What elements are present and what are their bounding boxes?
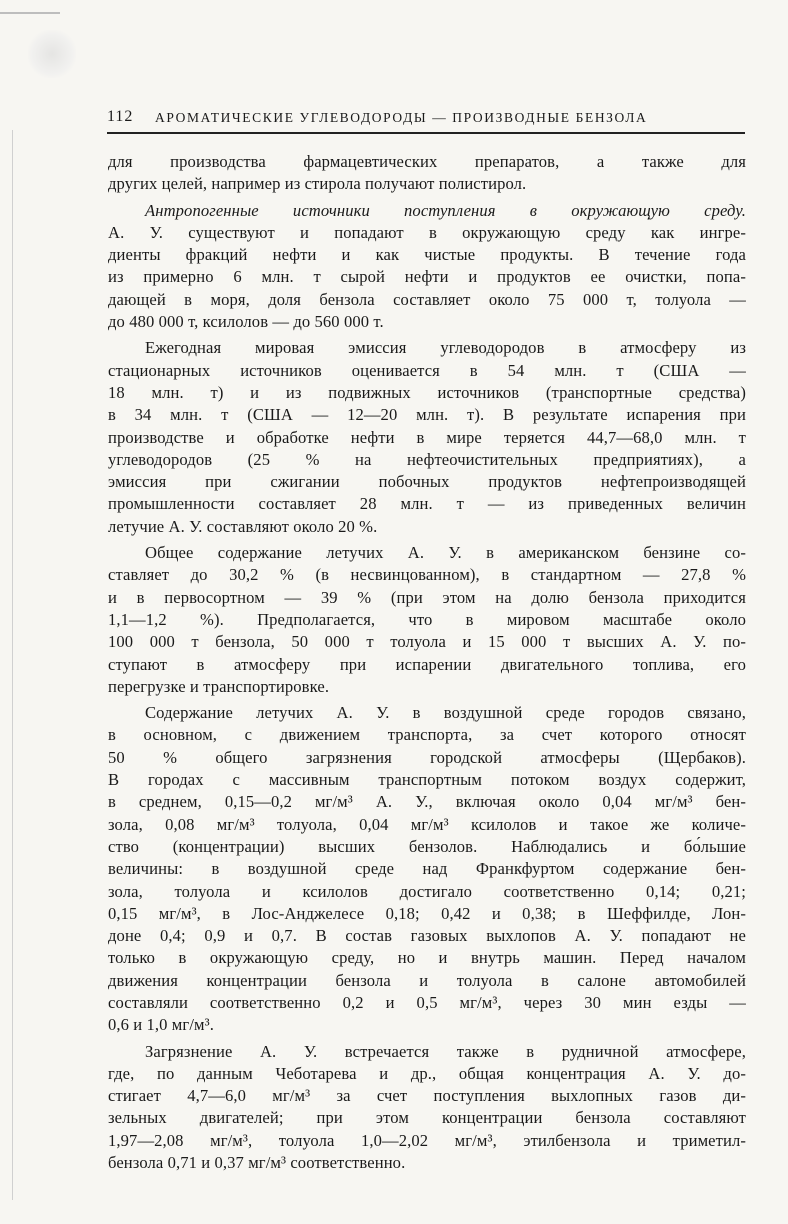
section-heading-line: Антропогенные источники поступления в окружающую среду. bbox=[145, 200, 746, 220]
page-number: 112 bbox=[107, 108, 134, 125]
scan-artifact-line bbox=[0, 12, 60, 14]
text-line: 1,97—2,08 мг/м³, толуола 1,0—2,02 мг/м³, этилбензола и триметил- bbox=[108, 1130, 746, 1150]
text-line: 18 млн. т) и из подвижных источников (транспортные средства) bbox=[108, 382, 746, 402]
paragraph bbox=[108, 151, 746, 196]
text-line: только в окружающую среду, но и внутрь машин. Перед началом bbox=[108, 948, 746, 968]
running-head: АРОМАТИЧЕСКИЕ УГЛЕВОДОРОДЫ — ПРОИЗВОДНЫЕ БЕНЗОЛА bbox=[155, 110, 648, 125]
text-line: других целей, например из стирола получают полистирол. bbox=[108, 174, 527, 194]
paragraph bbox=[108, 542, 746, 698]
text-line: 50 % общего загрязнения городской атмосферы (Щербаков). bbox=[108, 747, 746, 767]
text-line: Содержание летучих А. У. в воздушной среде городов связано, bbox=[145, 703, 746, 723]
text-line: 1,1—1,2 %). Предполагается, что в мировом масштабе около bbox=[108, 609, 746, 629]
text-line: зола, 0,08 мг/м³ толуола, 0,04 мг/м³ ксилолов и такое же количе- bbox=[108, 814, 746, 834]
text-line: летучие А. У. составляют около 20 %. bbox=[108, 516, 378, 536]
text-line: Ежегодная мировая эмиссия углеводородов в атмосферу из bbox=[145, 338, 746, 358]
text-line: и в первосортном — 39 % (при этом на долю бензола приходится bbox=[108, 587, 746, 607]
text-line: в среднем, 0,15—0,2 мг/м³ А. У., включая около 0,04 мг/м³ бен- bbox=[108, 792, 746, 812]
text-line: в 34 млн. т (США — 12—20 млн. т). В результате испарения при bbox=[108, 405, 746, 425]
text-line: для производства фармацевтических препаратов, а также для bbox=[108, 152, 746, 171]
text-line: ство (концентрации) высших бензолов. Наблюдались и бо́льшие bbox=[108, 836, 746, 856]
text-line: зола, толуола и ксилолов достигало соответственно 0,14; 0,21; bbox=[108, 881, 746, 901]
text-line: в основном, с движением транспорта, за счет которого относят bbox=[108, 725, 746, 745]
text-line: движения концентрации бензола и толуола в салоне автомобилей bbox=[108, 970, 746, 990]
text-line: А. У. существуют и попадают в окружающую среду как ингре- bbox=[108, 222, 746, 242]
text-line: 0,15 мг/м³, в Лос-Анджелесе 0,18; 0,42 и 0,38; в Шеффилде, Лон- bbox=[108, 903, 746, 923]
text-line: величины: в воздушной среде над Франкфуртом содержание бен- bbox=[108, 859, 746, 879]
text-line: зельных двигателей; при этом концентрации бензола составляют bbox=[108, 1108, 746, 1128]
text-line: диенты фракций нефти и как чистые продукты. В течение года bbox=[108, 245, 746, 265]
text-line: ступают в атмосферу при испарении двигательного топлива, его bbox=[108, 654, 746, 674]
page-body bbox=[108, 151, 746, 1174]
paragraph bbox=[108, 1041, 746, 1175]
text-line: до 480 000 т, ксилолов — до 560 000 т. bbox=[108, 312, 384, 332]
text-line: В городах с массивным транспортным потоком воздух содержит, bbox=[108, 770, 746, 790]
text-line: производстве и обработке нефти в мире теряется 44,7—68,0 млн. т bbox=[108, 427, 746, 447]
text-line: ставляет до 30,2 % (в несвинцованном), в стандартном — 27,8 % bbox=[108, 565, 746, 585]
paragraph bbox=[108, 200, 746, 334]
text-line: составляли соответственно 0,2 и 0,5 мг/м³, через 30 мин езды — bbox=[108, 992, 746, 1012]
text-line: Загрязнение А. У. встречается также в рудничной атмосфере, bbox=[145, 1041, 746, 1061]
text-line: бензола 0,71 и 0,37 мг/м³ соответственно. bbox=[108, 1153, 406, 1173]
text-line: стигает 4,7—6,0 мг/м³ за счет поступления выхлопных газов ди- bbox=[108, 1086, 746, 1106]
text-line: стационарных источников оценивается в 54 млн. т (США — bbox=[108, 360, 746, 380]
text-line: Общее содержание летучих А. У. в американском бензине со- bbox=[145, 543, 746, 563]
text-line: промышленности составляет 28 млн. т — из приведенных величин bbox=[108, 494, 746, 514]
scan-artifact-smudge bbox=[28, 30, 76, 78]
text-line: перегрузке и транспортировке. bbox=[108, 676, 330, 696]
page-header bbox=[107, 104, 745, 134]
text-line: 0,6 и 1,0 мг/м³. bbox=[108, 1015, 214, 1035]
text-line: где, по данным Чеботарева и др., общая концентрация А. У. до- bbox=[108, 1063, 746, 1083]
text-line: углеводородов (25 % на нефтеочистительных предприятиях), а bbox=[108, 449, 746, 469]
paragraph bbox=[108, 702, 746, 1036]
paragraph bbox=[108, 337, 746, 538]
text-line: эмиссия при сжигании побочных продуктов нефтепроизводящей bbox=[108, 472, 746, 492]
text-line: 100 000 т бензола, 50 000 т толуола и 15 000 т высших А. У. по- bbox=[108, 632, 746, 652]
text-line: дающей в моря, доля бензола составляет около 75 000 т, толуола — bbox=[108, 289, 746, 309]
text-line: из примерно 6 млн. т сырой нефти и продуктов ее очистки, попа- bbox=[108, 267, 746, 287]
text-line: доне 0,4; 0,9 и 0,7. В состав газовых выхлопов А. У. попадают не bbox=[108, 926, 746, 946]
scan-page-edge bbox=[12, 130, 13, 1200]
